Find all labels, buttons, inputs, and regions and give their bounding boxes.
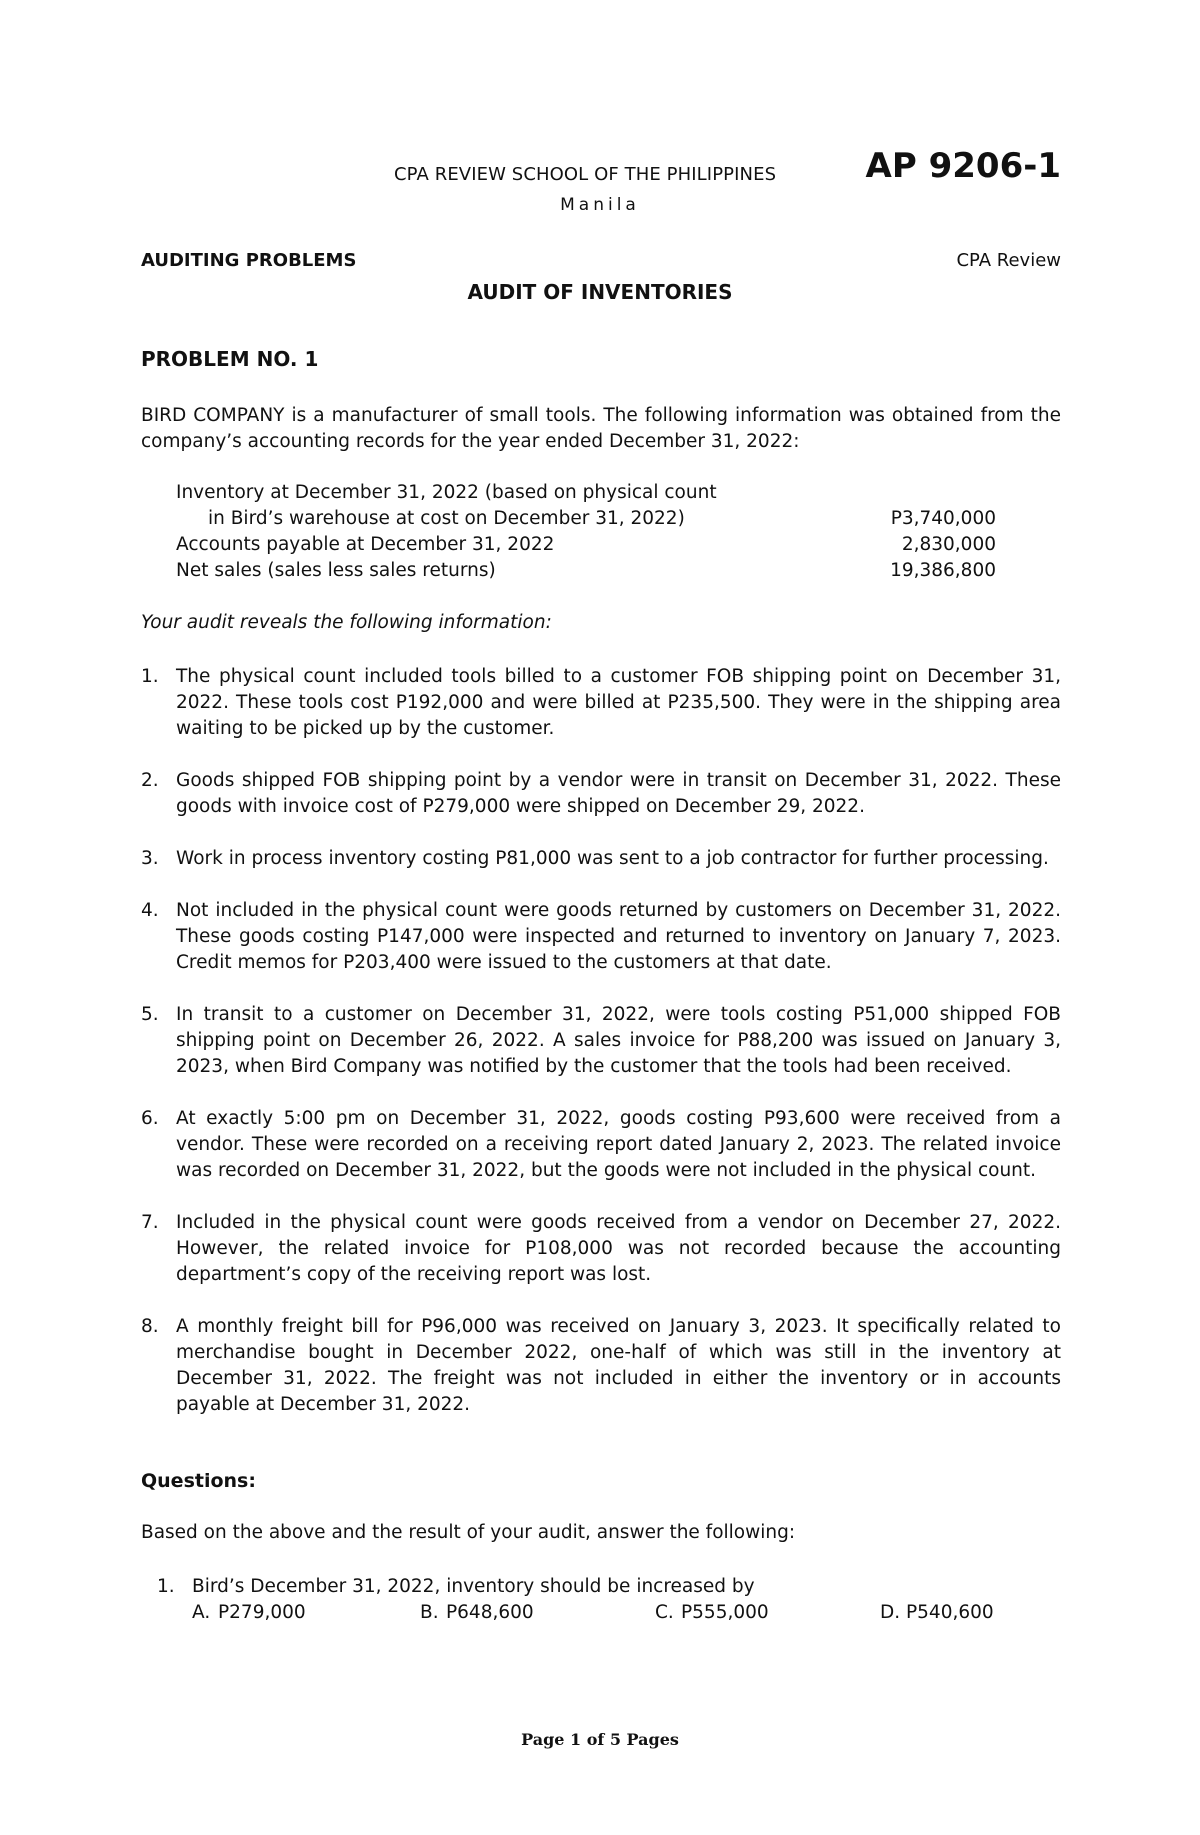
ledger-amount: P3,740,000 [890,508,996,529]
school-city: Manila [560,195,640,215]
finding-item [141,1314,1061,1418]
choice-text: P279,000 [218,1602,306,1623]
finding-item [141,1210,1061,1288]
finding-text: Included in the physical count were goods received from a vendor on December 27, 2022. However, the related invoice for P108,000 was not recorded because the accounting department’s copy of the receiving report was lost. [176,1212,1061,1285]
choice-letter: D. [880,1602,901,1623]
ledger-row [176,506,996,532]
question-number: 1. [157,1576,175,1597]
finding-item [141,664,1061,742]
finding-item [141,846,1061,872]
finding-item [141,768,1061,820]
question-text: Bird’s December 31, 2022, inventory should be increased by [192,1576,755,1597]
document-code: AP 9206-1 [865,146,1061,186]
questions-intro: Based on the above and the result of your audit, answer the following: [141,1522,796,1543]
finding-text: At exactly 5:00 pm on December 31, 2022, goods costing P93,600 were received from a vendor. These were recorded on a receiving report dated January 2, 2023. The related invoice was recorded on December 31, 2022, but the goods were not included in the physical count. [176,1108,1061,1181]
ledger-label: in Bird’s warehouse at cost on December 31, 2022) [208,508,685,529]
finding-text: A monthly freight bill for P96,000 was received on January 3, 2023. It specifically related to merchandise bought in December 2022, one-half of which was still in the inventory at December 31, 2022. The freight was not included in either the inventory or in accounts payable at December 31, 2022. [176,1316,1061,1415]
finding-text: In transit to a customer on December 31, 2022, were tools costing P51,000 shipped FOB shipping point on December 26, 2022. A sales invoice for P88,200 was issued on January 3, 2023, when Bird Company was notified by the customer that the tools had been received. [176,1004,1061,1077]
ledger-label: Accounts payable at December 31, 2022 [176,534,555,555]
finding-item [141,898,1061,976]
ledger-label: Inventory at December 31, 2022 (based on physical count [176,482,717,503]
finding-number: 4. [141,900,159,921]
school-name: CPA REVIEW SCHOOL OF THE PHILIPPINES [394,164,777,185]
answer-choice [880,1600,994,1626]
problem-heading: PROBLEM NO. 1 [141,347,319,371]
finding-number: 1. [141,666,159,687]
ledger-label: Net sales (sales less sales returns) [176,560,496,581]
finding-text: Goods shipped FOB shipping point by a vendor were in transit on December 31, 2022. These goods with invoice cost of P279,000 were shipped on December 29, 2022. [176,770,1061,817]
ledger-amount: 19,386,800 [890,560,996,581]
choice-text: P555,000 [681,1602,769,1623]
subject-label: AUDITING PROBLEMS [141,250,357,271]
problem-intro: BIRD COMPANY is a manufacturer of small tools. The following information was obtained from the company’s accounting records for the year ended December 31, 2022: [141,405,1061,452]
choice-text: P540,600 [906,1602,994,1623]
answer-choice [420,1600,534,1626]
page-footer: Page 1 of 5 Pages [521,1730,679,1749]
ledger-row [176,480,996,506]
finding-item [141,1106,1061,1184]
finding-number: 8. [141,1316,159,1337]
findings-list [141,664,1061,1444]
ledger-row [176,558,996,584]
finding-text: Not included in the physical count were goods returned by customers on December 31, 2022. These goods costing P147,000 were inspected and returned to inventory on January 7, 2023. Credit memos for P203,400 were issued to the customers at that date. [176,900,1061,973]
ledger-row [176,532,996,558]
finding-number: 3. [141,848,159,869]
audit-note: Your audit reveals the following information: [141,612,552,633]
choice-letter: C. [655,1602,674,1623]
ledger-amount: 2,830,000 [901,534,996,555]
questions-heading: Questions: [141,1470,256,1492]
finding-number: 7. [141,1212,159,1233]
document-title: AUDIT OF INVENTORIES [467,280,733,304]
finding-text: Work in process inventory costing P81,000 was sent to a job contractor for further processing. [176,848,1049,869]
finding-number: 5. [141,1004,159,1025]
answer-choice [192,1600,306,1626]
ledger-table [176,480,996,584]
finding-item [141,1002,1061,1080]
finding-text: The physical count included tools billed to a customer FOB shipping point on December 31, 2022. These tools cost P192,000 and were billed at P235,500. They were in the shipping area waiting to be picked up by the customer. [176,666,1061,739]
choice-letter: A. [192,1602,211,1623]
choice-letter: B. [420,1602,439,1623]
finding-number: 2. [141,770,159,791]
finding-number: 6. [141,1108,159,1129]
choice-text: P648,600 [446,1602,534,1623]
answer-choice [655,1600,769,1626]
review-label: CPA Review [956,250,1061,271]
